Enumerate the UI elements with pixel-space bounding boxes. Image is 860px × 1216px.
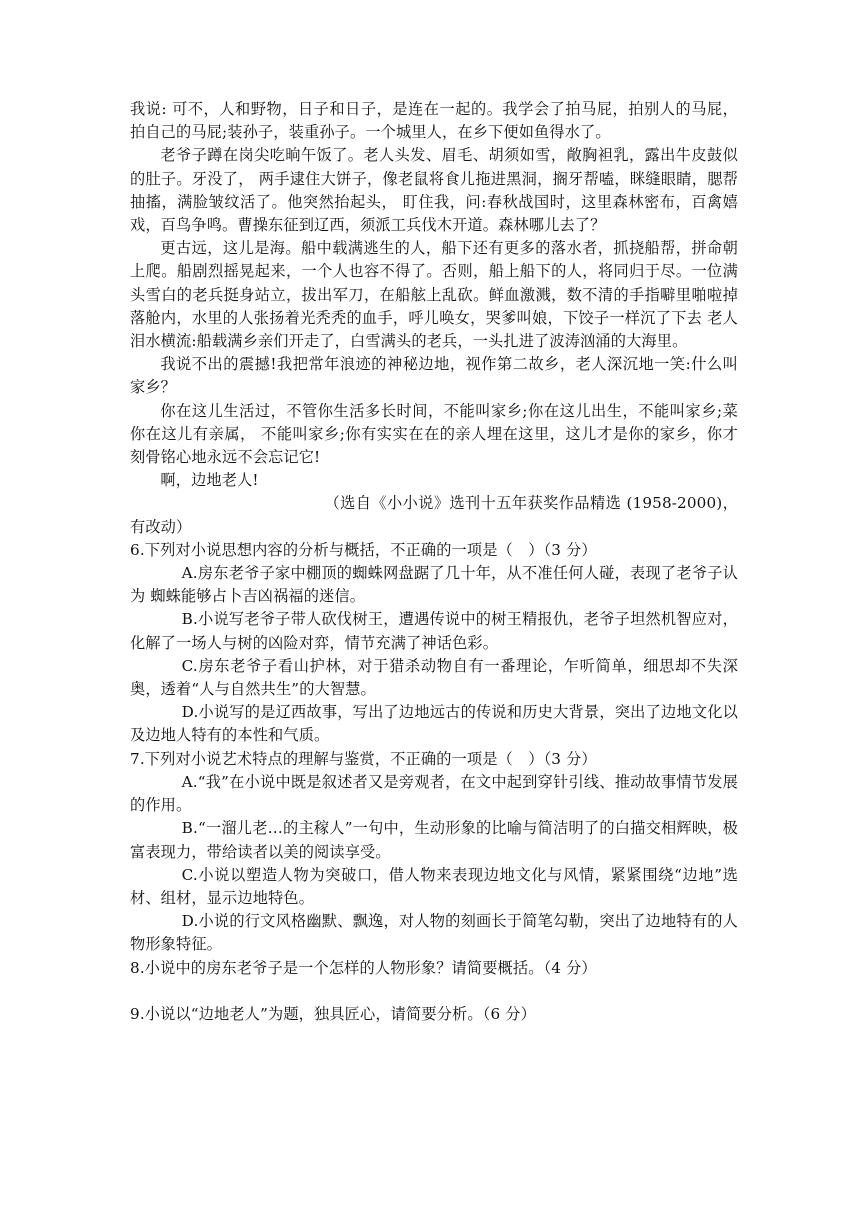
question-6-option-c: C.房东老爷子看山护林，对于猎杀动物自有一番理论，乍听简单，细思却不失深奥，透着“人与自然共生”的大智慧。 — [130, 656, 738, 699]
story-paragraph-1: 我说: 可不，人和野物，日子和日子，是连在一起的。我学会了拍马屁，拍别人的马屁，拍自己的马屁;装孙子，装重孙子。一个城里人，在乡下便如鱼得水了。 — [130, 100, 738, 142]
story-paragraph-3: 更古远，这儿是海。船中载满逃生的人，船下还有更多的落水者，抓挠船帮，拼命朝上爬。船剧烈摇晃起来，一个人也容不得了。否则，船上船下的人，将同归于尽。一位满头雪白的老兵挺身站立，拔出军刀，在船舷上乱砍。鲜血激溅，数不清的手指噼里啪啦掉落舱内，水里的人张扬着光秃秃的血手，呼儿唤女，哭爹叫娘，下饺子一样沉了下去 老人泪水横流:船载满乡亲们开走了，白雪满头的老兵，一头扎进了波涛汹涌的大海里。 — [130, 239, 738, 351]
question-7-option-b: B.“一溜儿老…的主稼人”一句中，生动形象的比喻与简洁明了的白描交相辉映，极富表现力，带给读者以美的阅读享受。 — [130, 819, 738, 861]
question-6-stem: 6.下列对小说思想内容的分析与概括，不正确的一项是（ ）（3 分） — [130, 540, 597, 559]
story-paragraph-2: 老爷子蹲在岗尖吃晌午饭了。老人头发、眉毛、胡须如雪，敞胸袒乳，露出牛皮鼓似的肚子。牙没了， 两手逮住大饼子，像老鼠将食儿拖进黑洞，搁牙帮嗑，眯缝眼睛，腮帮抽搐，满脸皱纹活了。他突然抬起头， 盯住我，问:春秋战国时，这里森林密布，百禽嬉戏，百鸟争鸣。曹操东征到辽西，须派工兵伐木开道。森林哪儿去了？ — [130, 146, 738, 235]
source-citation: （选自《小小说》选刊十五年获奖作品精选 (1958-2000)，有改动） — [130, 494, 738, 536]
story-paragraph-6: 啊，边地老人! — [160, 471, 259, 490]
answer-space — [130, 980, 738, 1003]
story-paragraph-5: 你在这儿生活过，不管你生活多长时间，不能叫家乡;你在这儿出生，不能叫家乡;菜你在这儿有亲属， 不能叫家乡;你有实实在在的亲人埋在这里，这儿才是你的家乡，你才刻骨铭心地永远不会忘记它! — [130, 401, 738, 467]
question-7-option-d: D.小说的行文风格幽默、飘逸，对人物的刻画长于简笔勾勒，突出了边地特有的人物形象特征。 — [130, 912, 738, 954]
question-7-option-a: A.“我”在小说中既是叙述者又是旁观者，在文中起到穿针引线、推动故事情节发展的作用。 — [130, 772, 738, 815]
question-6-option-a: A.房东老爷子家中棚顶的蜘蛛网盘踞了几十年，从不准任何人碰，表现了老爷子认为 蜘蛛能够占卜吉凶祸福的迷信。 — [130, 564, 738, 606]
question-6-option-d: D.小说写的是辽西故事，写出了边地远古的传说和历史大背景，突出了边地文化以及边地人特有的本性和气质。 — [130, 703, 738, 745]
question-8-stem: 8.小说中的房东老爷子是一个怎样的人物形象？请简要概括。（4 分） — [130, 958, 597, 977]
exam-page — [130, 98, 738, 1026]
question-6-option-b: B.小说写老爷子带人砍伐树王，遭遇传说中的树王精报仇，老爷子坦然机智应对，化解了一场人与树的凶险对弈，情节充满了神话色彩。 — [130, 610, 738, 652]
question-7-stem: 7.下列对小说艺术特点的理解与鉴赏，不正确的一项是（ ）（3 分） — [130, 749, 597, 768]
story-paragraph-4: 我说不出的震撼!我把常年浪迹的神秘边地，视作第二故乡，老人深沉地一笑:什么叫家乡？ — [130, 355, 738, 397]
question-7-option-c: C.小说以塑造人物为突破口，借人物来表现边地文化与风情，紧紧围绕“边地”选材、组材，显示边地特色。 — [130, 865, 738, 907]
question-9-stem: 9.小说以“边地老人”为题，独具匠心，请简要分析。（6 分） — [130, 1004, 536, 1023]
